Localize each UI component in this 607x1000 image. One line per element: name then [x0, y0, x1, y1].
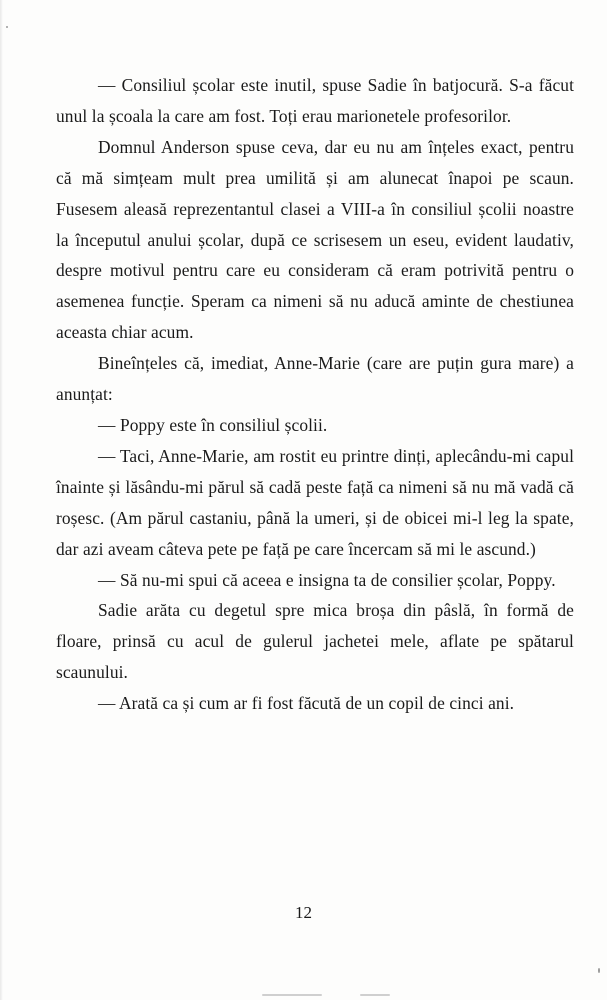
- paragraph: Bineînțeles că, imediat, Anne-Marie (care are puțin gura mare) a anunțat:: [56, 353, 574, 405]
- scan-speck: [6, 26, 8, 28]
- paragraph: — Arată ca și cum ar fi fost făcută de un copil de cinci ani.: [98, 693, 515, 714]
- paragraph: — Taci, Anne-Marie, am rostit eu printre dinți, aplecându-mi capul înainte și lăsându-mi părul să cadă peste față ca nimeni să nu mă vadă că roșesc. (Am părul castaniu, până la umeri, și de obicei mi-l leg la spate, dar azi aveam câteva pete pe față pe care încercam să mi le ascund.): [56, 445, 574, 559]
- scan-smudge: [262, 994, 322, 996]
- page-number: 12: [295, 903, 312, 922]
- paragraph: — Poppy este în consiliul școlii.: [98, 414, 328, 435]
- scan-speck: [598, 968, 600, 973]
- paragraph: Domnul Anderson spuse ceva, dar eu nu am înțeles exact, pentru că mă simțeam mult prea umilită și am alunecat înapoi pe scaun. Fusesem aleasă reprezentantul clasei a VIII-a în consiliul școlii noastre la începutul anului școlar, după ce scrisesem un eseu, evident laudativ, despre motivul pentru care eu consideram că eram potrivită pentru o asemenea funcție. Speram ca nimeni să nu aducă aminte de chestiunea aceasta chiar acum.: [56, 136, 574, 343]
- scan-edge-shadow: [0, 0, 3, 1000]
- body-text: [56, 70, 574, 719]
- paragraph: — Consiliul școlar este inutil, spuse Sadie în batjocură. S-a făcut unul la școala la care am fost. Toți erau marionetele profesorilor.: [56, 75, 574, 126]
- scan-smudge: [360, 994, 390, 996]
- paragraph: Sadie arăta cu degetul spre mica broșa din pâslă, în formă de floare, prinsă cu acul de gulerul jachetei mele, aflate pe spătarul scaunului.: [56, 600, 574, 683]
- paragraph: — Să nu-mi spui că aceea e insigna ta de consilier școlar, Poppy.: [98, 569, 556, 590]
